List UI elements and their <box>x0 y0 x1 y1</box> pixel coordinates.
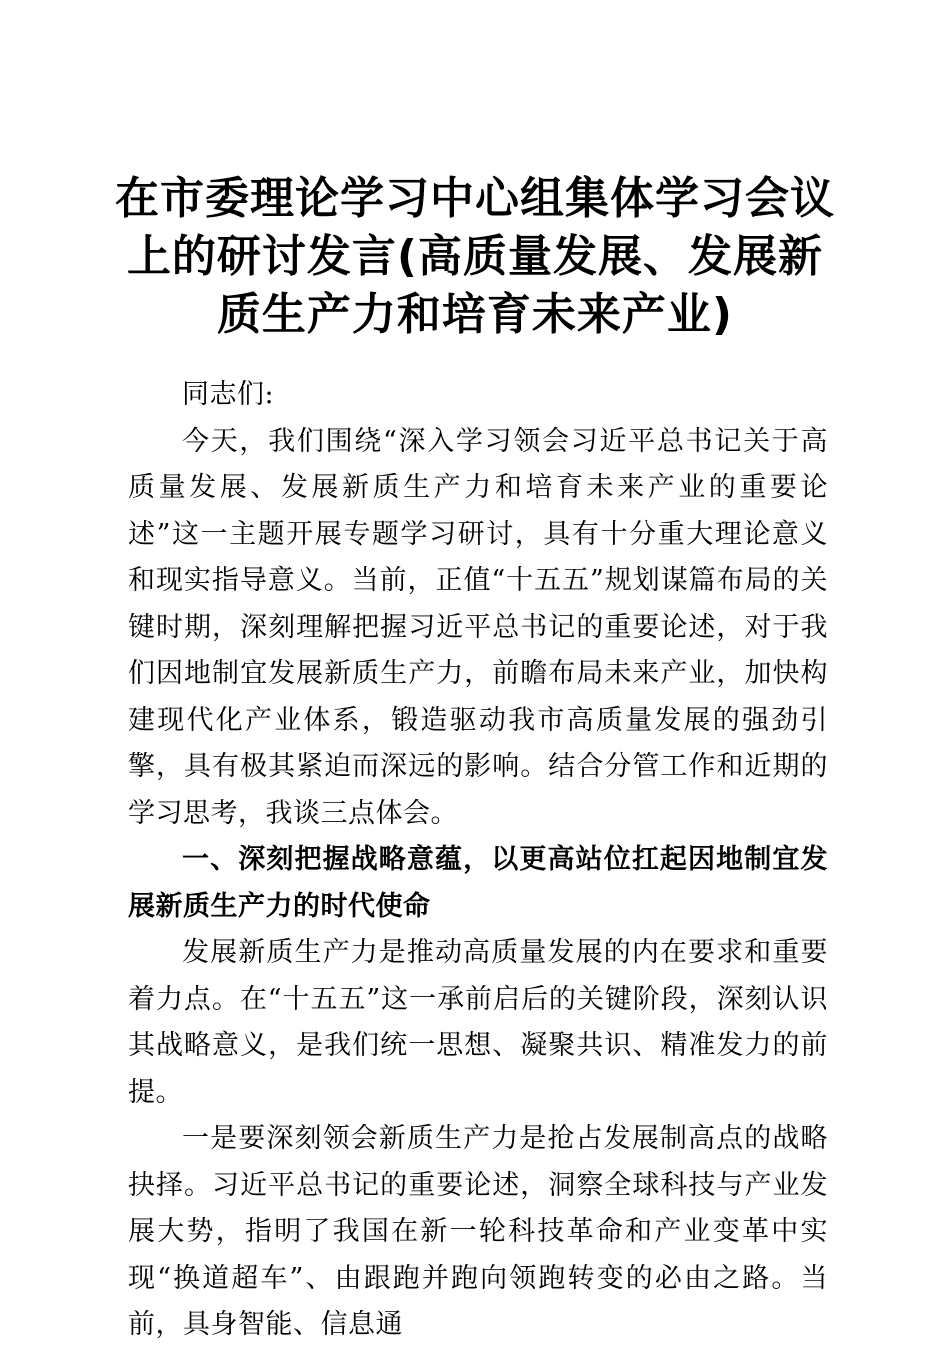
salutation: 同志们: <box>182 379 275 410</box>
document-title: 在市委理论学习中心组集体学习会议上的研讨发言(高质量发展、发展新质生产力和培育未来产业) <box>115 173 835 340</box>
paragraph-intro: 今天，我们围绕“深入学习领会习近平总书记关于高质量发展、发展新质生产力和培育未来产业的重要论述”这一主题开展专题学习研讨，具有十分重大理论意义和现实指导意义。当前，正值“十五五”规划谋篇布局的关键时期，深刻理解把握习近平总书记的重要论述，对于我们因地制宜发展新质生产力，前瞻布局未来产业，加快构建现代化产业体系，锻造驱动我市高质量发展的强劲引擎，具有极其紧迫而深远的影响。结合分管工作和近期的学习思考，我谈三点体会。 <box>128 425 828 829</box>
paragraph-point-1: 一是要深刻领会新质生产力是抢占发展制高点的战略抉择。习近平总书记的重要论述，洞察全球科技与产业发展大势，指明了我国在新一轮科技革命和产业变革中实现“换道超车”、由跟跑并跑向领跑转变的必由之路。当前，具身智能、信息通 <box>128 1123 828 1340</box>
document-body <box>128 372 828 1349</box>
paragraph-section-1-intro: 发展新质生产力是推动高质量发展的内在要求和重要着力点。在“十五五”这一承前启后的关键阶段，深刻认识其战略意义，是我们统一思想、凝聚共识、精准发力的前提。 <box>128 937 828 1108</box>
section-heading-1: 一、深刻把握战略意蕴，以更高站位扛起因地制宜发展新质生产力的时代使命 <box>128 844 828 922</box>
